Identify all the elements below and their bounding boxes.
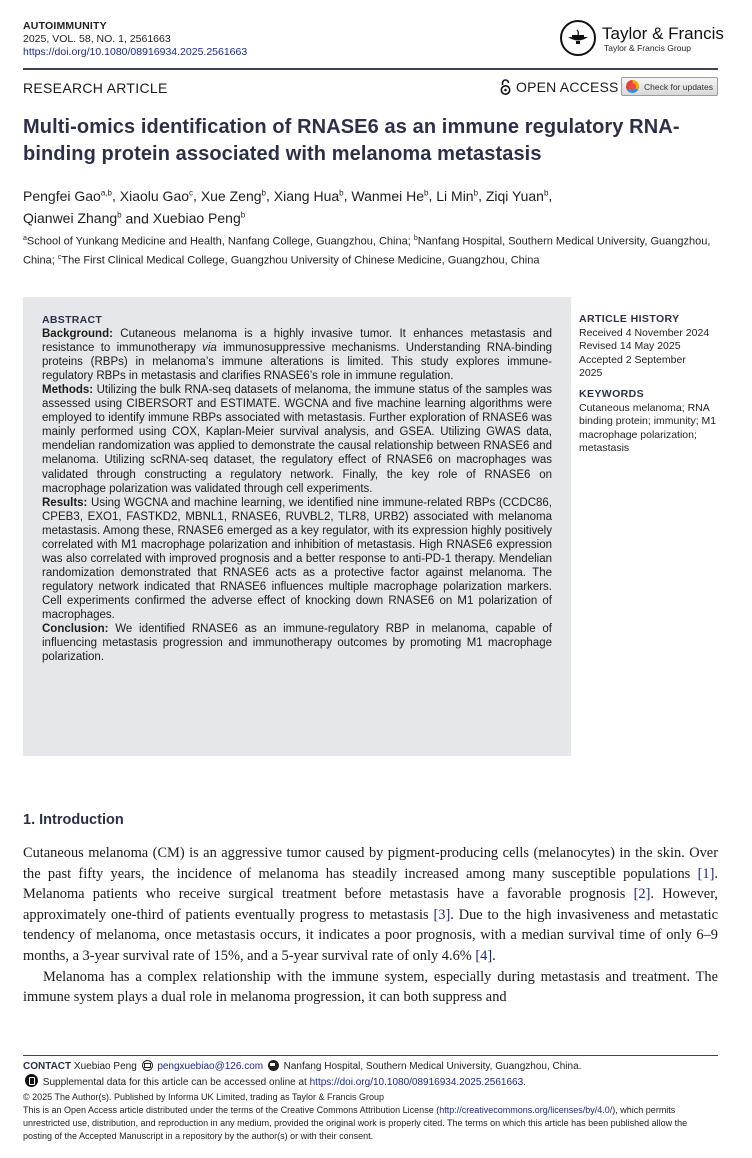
supplemental-link[interactable]: https://doi.org/10.1080/08916934.2025.2561663	[309, 1077, 524, 1088]
contact-address: Nanfang Hospital, Southern Medical University, Guangzhou, China.	[280, 1061, 582, 1072]
article-history-heading: ARTICLE HISTORY	[579, 313, 680, 325]
author[interactable]: Wanmei He$^b$	[351, 187, 429, 204]
accepted-date: Accepted 2 September 2025	[579, 353, 686, 380]
article-title: Multi-omics identification of RNASE6 as an immune regulatory RNA-binding protein associated with melanoma metastasis	[23, 116, 680, 165]
affiliation: The First Clinical Medical College, Guangzhou University of Chinese Medicine, Guangzhou, China	[61, 254, 540, 267]
open-access-label: OPEN ACCESS	[516, 79, 619, 95]
affiliation: Nanfang Hospital, Southern Medical University, Guangzhou, China;	[23, 235, 711, 267]
author[interactable]: Qianwei Zhang$^b$	[23, 210, 122, 227]
article-type: RESEARCH ARTICLE	[23, 80, 168, 96]
affiliation: School of Yunkang Medicine and Health, Nanfang College, Guangzhou, China;	[26, 235, 414, 248]
author[interactable]: Xue Zeng$^b$	[200, 187, 266, 204]
abstract-heading: ABSTRACT	[42, 314, 103, 326]
license-text: This is an Open Access article distributed under the terms of the Creative Commons Attribution License (http://creativecommons.org/licenses/by/4.0/), which permits unrestricted use, distribution, and reproduction in any medium, provided the original work is properly cited. The terms on which this article has been published allow the posting of the Accepted Manuscript in a repository by the author(s) or with their consent.	[23, 1105, 688, 1141]
introduction-heading: 1. Introduction	[23, 812, 124, 828]
journal-citation: 2025, VOL. 58, NO. 1, 2561663	[23, 33, 171, 45]
publisher-logo[interactable]	[560, 20, 724, 56]
citation-link[interactable]: [1]	[697, 865, 715, 882]
abstract-results: Results: Using WGCNA and machine learning, we identified nine immune-related RBPs (CCDC86, CPEB3, EXO1, FASTKD2, MBNL1, RNASE6, RUVBL2, TLR8, URB2) associated with melanoma metastasis. Among these, RNASE6 emerged as a key regulator, with its expression highly positively correlated with M1 macrophage polarization and inhibition of metastasis. High RNASE6 expression was also correlated with improved prognosis and a better response to anti-PD-1 therapy. Mendelian randomization demonstrated that RNASE6 acts as a protective factor against melanoma. The regulatory network indicated that RNASE6 influences multiple macrophage polarization markers. Cell experiments confirmed the adverse effect of knocking down RNASE6 on M1 polarization of macrophages.	[42, 496, 552, 621]
crossmark-icon	[626, 80, 639, 93]
paragraph: Cutaneous melanoma (CM) is an aggressive tumor caused by pigment-producing cells (melanocytes) in the skin. Over the past fifty years, the incidence of melanoma has steadily increased among many susceptible populations [1]. Melanoma patients who receive surgical treatment before metastasis have a favorable prognosis [2]. However, approximately one-third of patients eventually progress to metastasis [3]. Due to the high invasiveness and metastatic tendency of melanoma, once metastasis occurs, it indicates a poor prognosis, with a median survival time of only 6–9 months, a 3-year survival rate of 15%, and a 5-year survival rate of only 4.6% [4].	[23, 845, 719, 964]
journal-name: AUTOIMMUNITY	[23, 20, 107, 32]
paragraph: Melanoma has a complex relationship with the immune system, especially during metastasis and treatment. The immune system plays a dual role in melanoma progression, it can both suppress and	[23, 968, 718, 1006]
publisher-group: Taylor & Francis Group	[604, 42, 691, 53]
article-history	[579, 313, 739, 381]
contact-label: CONTACT	[23, 1061, 72, 1072]
contact-name: Xuebiao Peng	[71, 1061, 140, 1072]
revised-date: Revised 14 May 2025	[579, 340, 681, 353]
supplemental-line: Supplemental data for this article can be accessed online at https://doi.org/10.1080/08916934.2025.2561663.	[23, 1074, 718, 1090]
article-sidebar	[579, 313, 739, 463]
affiliations: $^a$School of Yunkang Medicine and Health, Nanfang College, Guangzhou, China; $^b$Nanfang Hospital, Southern Medical University, Guangzhou, China; $^c$The First Clinical Medical College, Guangzhou University of Chinese Medicine, Guangzhou, China	[23, 235, 711, 267]
keywords-heading: KEYWORDS	[579, 387, 645, 400]
check-for-updates-label: Check for updates	[644, 81, 713, 92]
doi-link[interactable]: https://doi.org/10.1080/08916934.2025.2561663	[23, 46, 248, 58]
header-divider	[23, 68, 718, 70]
email-icon	[142, 1060, 153, 1071]
address-icon	[268, 1060, 279, 1071]
citation-link[interactable]: [2]	[633, 886, 651, 903]
contact-line	[23, 1059, 718, 1074]
license-link[interactable]: http://creativecommons.org/licenses/by/4.0/	[439, 1105, 613, 1115]
citation-link[interactable]: [4]	[475, 947, 493, 964]
footer-divider	[23, 1055, 718, 1056]
citation-link[interactable]: [3]	[433, 906, 451, 923]
introduction-body	[23, 843, 718, 1008]
footer-notes	[23, 1059, 718, 1143]
open-lock-icon	[500, 79, 511, 95]
taylor-francis-lamp-icon	[560, 20, 596, 56]
author[interactable]: Xiaolu Gao$^c$	[119, 187, 194, 204]
author-list: Pengfei Gao$^{a,b}$, Xiaolu Gao$^c$, Xue Zeng$^b$, Xiang Hua$^b$, Wanmei He$^b$, Li Min$^b$, Ziqi Yuan$^b$, Qianwei Zhang$^b$ and Xuebiao Peng$^b$	[23, 187, 553, 227]
author[interactable]: Xuebiao Peng$^b$	[152, 210, 246, 227]
journal-info	[23, 20, 247, 59]
abstract-box	[23, 297, 571, 756]
copyright: © 2025 The Author(s). Published by Informa UK Limited, trading as Taylor & Francis Group	[23, 1092, 384, 1102]
email-link[interactable]: pengxuebiao@126.com	[157, 1061, 264, 1072]
author[interactable]: Xiang Hua$^b$	[273, 187, 344, 204]
received-date: Received 4 November 2024	[579, 326, 710, 339]
author[interactable]: Pengfei Gao$^{a,b}$	[23, 187, 112, 204]
abstract-methods: Methods: Utilizing the bulk RNA-seq datasets of melanoma, the immune status of the samples was assessed using CIBERSORT and ESTIMATE. WGCNA and five machine learning algorithms were employed to identify immune RBPs associated with metastasis. Further exploration of RNASE6 was mainly performed using COX, Kaplan-Meier survival analysis, and GSEA. Utilizing GWAS data, mendelian randomization was applied to demonstrate the causal relationship between RNASE6 and melanoma. Utilizing scRNA-seq dataset, the regulatory effect of RNASE6 on macrophages was validated through constructing a regulatory network. Finally, the key role of RNASE6 on macrophage polarization was validated through cell experiments.	[42, 384, 552, 495]
supplemental-data-icon	[25, 1074, 38, 1087]
keywords-list: Cutaneous melanoma; RNA binding protein; immunity; M1 macrophage polarization; metastasis	[579, 401, 717, 455]
author[interactable]: Li Min$^b$	[436, 187, 479, 204]
check-for-updates-button[interactable]	[621, 77, 718, 96]
abstract-background: Background: Cutaneous melanoma is a highly invasive tumor. It enhances metastasis and resistance to immunotherapy via immunosuppressive mechanisms. Understanding RNA-binding proteins (RBPs) in melanoma’s immune alterations is limited. This study explores immune-regulatory RBPs in metastasis and clarifies RNASE6’s role in immune regulation.	[42, 328, 552, 383]
author[interactable]: Ziqi Yuan$^b$	[485, 187, 549, 204]
open-access-badge	[500, 79, 619, 95]
publisher-name: Taylor & Francis	[602, 23, 724, 43]
abstract-conclusion: Conclusion: We identified RNASE6 as an immune-regulatory RBP in melanoma, capable of influencing metastasis progression and immunotherapy outcomes by promoting M1 macrophage polarization.	[42, 623, 552, 664]
keywords	[579, 388, 739, 456]
